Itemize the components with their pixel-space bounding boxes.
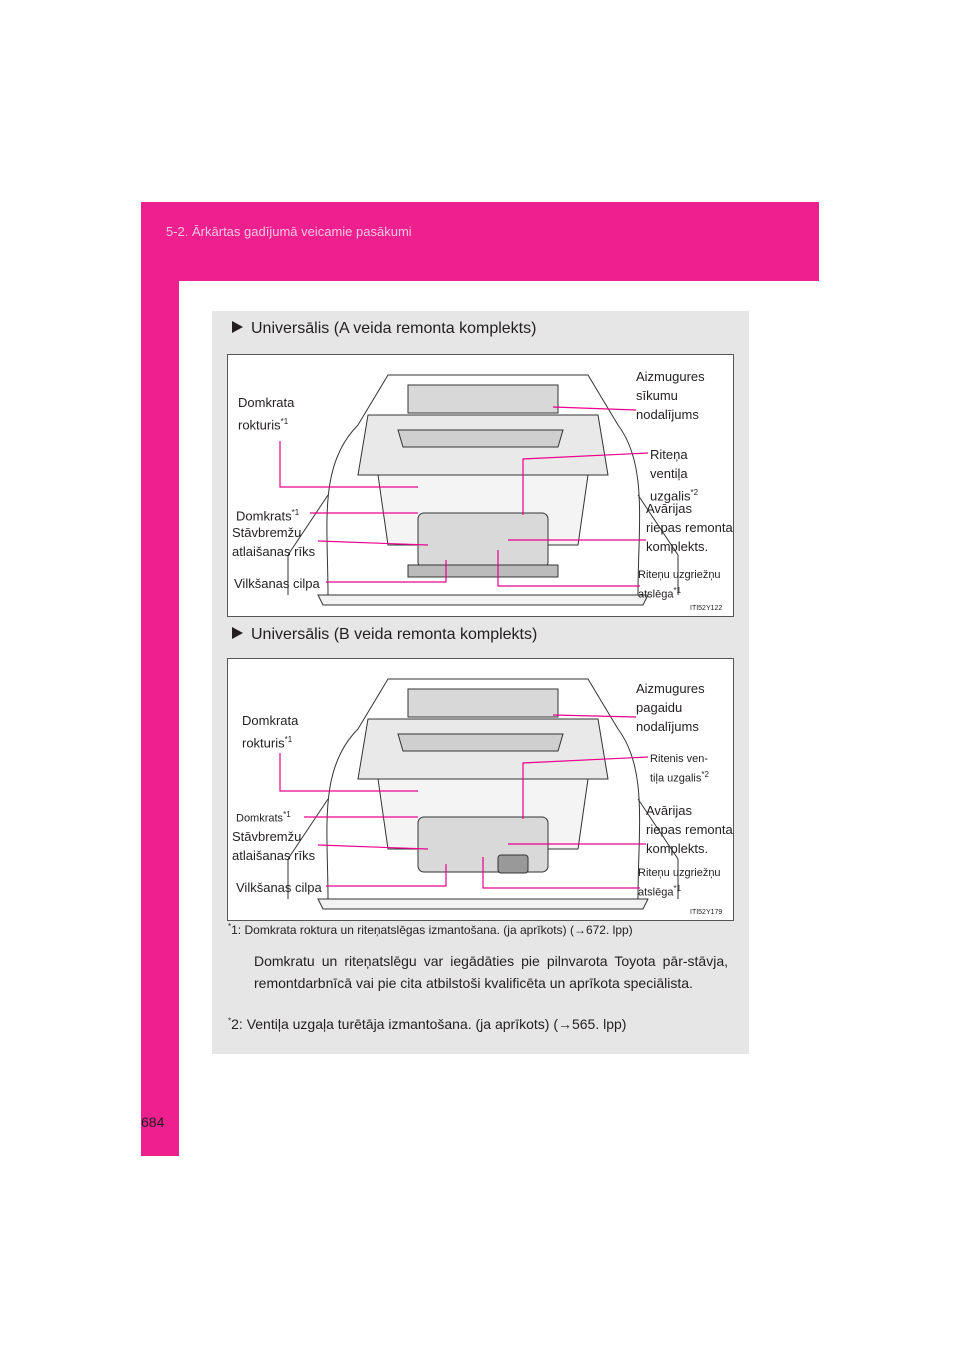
- figure-a: [227, 354, 734, 617]
- label-rear-compartment: Aizmugures sīkumu nodalījums: [636, 369, 705, 422]
- heading-a: [232, 320, 536, 338]
- leader-valve-cap: [523, 453, 648, 515]
- label-jack: Domkrats$^{*1}$: [236, 810, 291, 825]
- label-wheel-wrench: Riteņu uzgriežņu atslēga$^{*1}$: [638, 867, 721, 899]
- figure-b: [227, 658, 734, 921]
- leader-parking-brake: [318, 845, 428, 849]
- heading-b-text: Universālis (B veida remonta komplekts): [251, 626, 538, 643]
- triangle-bullet-icon: [232, 321, 243, 333]
- figure-code-b: ITI52Y179: [690, 909, 723, 916]
- label-jack-handle: Domkrata rokturis$^{*1}$: [242, 713, 299, 751]
- leader-towing-eye: [326, 864, 446, 886]
- label-jack: Domkrats$^{*1}$: [236, 508, 300, 524]
- label-valve-cap: Riteņa ventiļa uzgalis$^{*2}$: [650, 447, 699, 504]
- label-repair-kit: Avārijas riepas remonta komplekts.: [646, 501, 733, 554]
- footnote-2: *2: Ventiļa uzgaļa turētāja izmantošana. (ja aprīkots) (→565. lpp): [228, 1016, 627, 1032]
- leader-wheel-wrench: [498, 550, 640, 586]
- leader-parking-brake: [318, 541, 428, 545]
- leader-wheel-wrench: [483, 857, 640, 888]
- side-band: [141, 281, 179, 1156]
- heading-a-text: Universālis (A veida remonta komplekts): [251, 320, 537, 337]
- triangle-bullet-icon: [232, 627, 243, 639]
- label-towing-eye: Vilkšanas cilpa: [236, 880, 322, 895]
- label-wheel-wrench: Riteņu uzgriežņu atslēga$^{*1}$: [638, 569, 721, 601]
- label-valve-cap: Ritenis ven- tiļa uzgalis$^{*2}$: [650, 753, 709, 785]
- leader-lines-a: [228, 355, 733, 616]
- label-parking-brake-tool: Stāvbremžu atlaišanas rīks: [232, 525, 316, 559]
- figure-code-a: ITI52Y122: [690, 605, 723, 612]
- label-towing-eye: Vilkšanas cilpa: [234, 576, 320, 591]
- leader-lines-b: [228, 659, 733, 920]
- leader-rear-compartment: [553, 407, 636, 410]
- leader-towing-eye: [326, 560, 446, 582]
- heading-b: [232, 626, 537, 644]
- leader-jack-handle: [280, 441, 418, 487]
- label-repair-kit: Avārijas riepas remonta komplekts.: [646, 803, 733, 856]
- leader-valve-cap: [523, 757, 648, 819]
- footnote-1-paragraph: Domkratu un riteņatslēgu var iegādāties pie pilnvarota Toyota pār-stāvja, remontdarbnīcā vai pie cita atbilstoši kvalificēta un aprīkota speciālista.: [254, 953, 728, 991]
- section-title: 5-2. Ārkārtas gadījumā veicamie pasākumi: [166, 224, 412, 239]
- leader-rear-compartment: [553, 715, 636, 717]
- label-jack-handle: Domkrata rokturis$^{*1}$: [238, 395, 295, 433]
- label-parking-brake-tool: Stāvbremžu atlaišanas rīks: [232, 829, 316, 863]
- leader-jack-handle: [280, 753, 418, 791]
- header-band: [141, 202, 819, 281]
- footnote-1: *1: Domkrata roktura un riteņatslēgas izmantošana. (ja aprīkots) (→672. lpp): [228, 922, 633, 937]
- label-rear-compartment: Aizmugures pagaidu nodalījums: [636, 681, 705, 734]
- page-number: 684: [141, 1114, 165, 1130]
